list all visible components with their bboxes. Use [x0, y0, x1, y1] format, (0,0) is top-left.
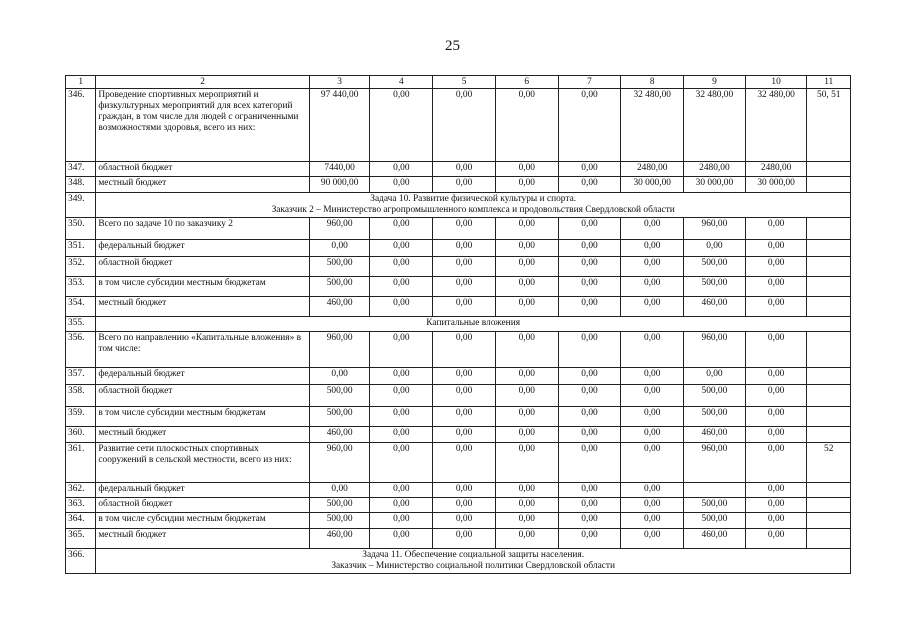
table-row — [66, 427, 851, 443]
value-cell: 0,00 — [370, 177, 433, 193]
value-cell: 0,00 — [495, 277, 558, 297]
value-cell: 0,00 — [558, 513, 621, 529]
column-header: 11 — [807, 76, 851, 89]
value-cell: 0,00 — [309, 483, 370, 498]
value-cell: 0,00 — [558, 332, 621, 368]
value-cell: 500,00 — [684, 513, 746, 529]
table-row — [66, 483, 851, 498]
value-cell: 500,00 — [684, 257, 746, 277]
row-number: 352. — [66, 257, 96, 277]
value-cell: 0,00 — [558, 385, 621, 407]
row-description: Всего по направлению «Капитальные вложения» в том числе: — [96, 332, 309, 368]
value-cell: 0,00 — [558, 443, 621, 483]
value-cell: 0,00 — [621, 407, 684, 427]
value-cell: 0,00 — [621, 427, 684, 443]
table-row — [66, 277, 851, 297]
value-cell: 0,00 — [370, 498, 433, 513]
value-cell: 32 480,00 — [745, 89, 807, 162]
value-cell: 0,00 — [558, 257, 621, 277]
value-cell: 0,00 — [370, 277, 433, 297]
value-cell: 0,00 — [621, 368, 684, 385]
value-cell: 0,00 — [621, 443, 684, 483]
row-number: 346. — [66, 89, 96, 162]
page-number: 25 — [445, 38, 460, 54]
row-number: 358. — [66, 385, 96, 407]
value-cell: 0,00 — [433, 529, 496, 549]
value-cell: 0,00 — [745, 297, 807, 317]
value-cell: 0,00 — [745, 240, 807, 257]
value-cell: 0,00 — [370, 483, 433, 498]
row-number: 364. — [66, 513, 96, 529]
value-cell: 0,00 — [495, 297, 558, 317]
value-cell: 500,00 — [684, 385, 746, 407]
value-cell: 960,00 — [309, 443, 370, 483]
value-cell: 30 000,00 — [621, 177, 684, 193]
column-header: 6 — [495, 76, 558, 89]
budget-table — [65, 75, 851, 574]
value-cell: 460,00 — [309, 297, 370, 317]
value-cell: 460,00 — [684, 529, 746, 549]
table-row — [66, 513, 851, 529]
value-cell: 460,00 — [309, 529, 370, 549]
section-title-line: Заказчик 2 – Министерство агропромышленного комплекса и продовольствия Свердловской области — [271, 205, 675, 215]
value-cell: 460,00 — [684, 427, 746, 443]
value-cell: 0,00 — [558, 483, 621, 498]
value-cell: 0,00 — [558, 498, 621, 513]
value-cell: 0,00 — [433, 89, 496, 162]
row-description: Всего по задаче 10 по заказчику 2 — [96, 218, 309, 240]
section-title-line: Задача 10. Развитие физической культуры и спорта. — [370, 194, 577, 204]
row-number: 360. — [66, 427, 96, 443]
value-cell: 0,00 — [621, 513, 684, 529]
table-row — [66, 177, 851, 193]
table-row — [66, 257, 851, 277]
section-title-line: Задача 11. Обеспечение социальной защиты населения. — [362, 550, 585, 560]
value-cell: 0,00 — [745, 257, 807, 277]
table-row — [66, 240, 851, 257]
row-number: 348. — [66, 177, 96, 193]
value-cell: 0,00 — [370, 257, 433, 277]
value-cell: 0,00 — [433, 297, 496, 317]
value-cell: 0,00 — [309, 240, 370, 257]
value-cell: 97 440,00 — [309, 89, 370, 162]
value-cell: 460,00 — [684, 297, 746, 317]
row-description: местный бюджет — [96, 177, 309, 193]
column-header: 3 — [309, 76, 370, 89]
value-cell — [807, 297, 851, 317]
value-cell: 960,00 — [309, 218, 370, 240]
value-cell: 0,00 — [433, 498, 496, 513]
value-cell: 0,00 — [621, 277, 684, 297]
row-description: местный бюджет — [96, 427, 309, 443]
row-number: 363. — [66, 498, 96, 513]
value-cell: 0,00 — [745, 529, 807, 549]
value-cell: 2480,00 — [745, 162, 807, 177]
value-cell: 0,00 — [684, 368, 746, 385]
value-cell: 0,00 — [495, 498, 558, 513]
value-cell: 500,00 — [309, 513, 370, 529]
value-cell: 0,00 — [558, 89, 621, 162]
value-cell: 32 480,00 — [621, 89, 684, 162]
column-header: 2 — [96, 76, 309, 89]
row-number: 355. — [66, 317, 96, 332]
value-cell: 0,00 — [495, 513, 558, 529]
row-description: областной бюджет — [96, 162, 309, 177]
value-cell: 0,00 — [495, 368, 558, 385]
header-row — [66, 76, 851, 89]
value-cell: 52 — [807, 443, 851, 483]
column-header: 10 — [745, 76, 807, 89]
table-row — [66, 218, 851, 240]
value-cell — [807, 407, 851, 427]
table-row — [66, 368, 851, 385]
value-cell: 0,00 — [745, 277, 807, 297]
value-cell — [807, 257, 851, 277]
row-description: областной бюджет — [96, 385, 309, 407]
value-cell: 0,00 — [558, 240, 621, 257]
value-cell: 0,00 — [433, 332, 496, 368]
table-row — [66, 89, 851, 162]
value-cell: 90 000,00 — [309, 177, 370, 193]
value-cell: 0,00 — [370, 385, 433, 407]
value-cell: 0,00 — [433, 427, 496, 443]
value-cell: 0,00 — [558, 529, 621, 549]
value-cell: 0,00 — [433, 240, 496, 257]
value-cell: 0,00 — [433, 385, 496, 407]
table-row — [66, 529, 851, 549]
value-cell: 2480,00 — [684, 162, 746, 177]
value-cell: 0,00 — [745, 483, 807, 498]
table-row — [66, 407, 851, 427]
value-cell: 0,00 — [621, 257, 684, 277]
row-description: областной бюджет — [96, 257, 309, 277]
value-cell: 0,00 — [433, 443, 496, 483]
value-cell: 0,00 — [745, 443, 807, 483]
column-header: 5 — [433, 76, 496, 89]
value-cell: 0,00 — [558, 162, 621, 177]
value-cell: 500,00 — [684, 498, 746, 513]
row-number: 350. — [66, 218, 96, 240]
row-number: 354. — [66, 297, 96, 317]
value-cell: 0,00 — [495, 407, 558, 427]
value-cell — [807, 513, 851, 529]
value-cell — [807, 332, 851, 368]
row-number: 357. — [66, 368, 96, 385]
value-cell — [807, 427, 851, 443]
value-cell: 0,00 — [370, 407, 433, 427]
value-cell: 0,00 — [621, 332, 684, 368]
value-cell: 500,00 — [309, 385, 370, 407]
value-cell: 0,00 — [621, 483, 684, 498]
row-description: в том числе субсидии местным бюджетам — [96, 407, 309, 427]
value-cell: 0,00 — [621, 529, 684, 549]
value-cell: 0,00 — [370, 89, 433, 162]
value-cell — [807, 529, 851, 549]
value-cell: 500,00 — [309, 498, 370, 513]
value-cell: 0,00 — [745, 385, 807, 407]
value-cell: 0,00 — [370, 368, 433, 385]
value-cell: 500,00 — [684, 407, 746, 427]
value-cell: 0,00 — [745, 332, 807, 368]
value-cell: 0,00 — [370, 240, 433, 257]
table-row — [66, 385, 851, 407]
value-cell: 0,00 — [621, 385, 684, 407]
section-row — [66, 193, 851, 218]
value-cell: 500,00 — [309, 257, 370, 277]
value-cell: 0,00 — [745, 498, 807, 513]
value-cell: 0,00 — [309, 368, 370, 385]
value-cell: 960,00 — [684, 218, 746, 240]
row-description: местный бюджет — [96, 297, 309, 317]
value-cell — [807, 218, 851, 240]
value-cell: 0,00 — [370, 332, 433, 368]
value-cell: 0,00 — [495, 257, 558, 277]
value-cell: 0,00 — [495, 240, 558, 257]
value-cell: 500,00 — [309, 277, 370, 297]
row-number: 366. — [66, 549, 96, 574]
value-cell: 0,00 — [558, 427, 621, 443]
value-cell: 0,00 — [745, 513, 807, 529]
value-cell: 0,00 — [745, 368, 807, 385]
value-cell: 0,00 — [621, 297, 684, 317]
value-cell: 960,00 — [684, 443, 746, 483]
value-cell: 0,00 — [745, 427, 807, 443]
row-number: 362. — [66, 483, 96, 498]
value-cell — [807, 368, 851, 385]
value-cell: 0,00 — [433, 277, 496, 297]
value-cell: 0,00 — [370, 427, 433, 443]
value-cell: 0,00 — [495, 483, 558, 498]
column-header: 1 — [66, 76, 96, 89]
row-number: 347. — [66, 162, 96, 177]
value-cell: 30 000,00 — [745, 177, 807, 193]
row-number: 356. — [66, 332, 96, 368]
value-cell — [807, 483, 851, 498]
column-header: 9 — [684, 76, 746, 89]
value-cell: 0,00 — [370, 218, 433, 240]
value-cell: 0,00 — [558, 218, 621, 240]
value-cell — [807, 498, 851, 513]
value-cell: 0,00 — [433, 177, 496, 193]
value-cell: 0,00 — [558, 297, 621, 317]
section-title — [96, 317, 851, 332]
table-row — [66, 162, 851, 177]
column-header: 8 — [621, 76, 684, 89]
value-cell: 0,00 — [495, 385, 558, 407]
row-number: 351. — [66, 240, 96, 257]
value-cell — [807, 385, 851, 407]
value-cell: 0,00 — [621, 240, 684, 257]
value-cell: 0,00 — [558, 177, 621, 193]
value-cell: 0,00 — [370, 513, 433, 529]
row-description: местный бюджет — [96, 529, 309, 549]
value-cell: 0,00 — [621, 498, 684, 513]
value-cell: 0,00 — [684, 240, 746, 257]
value-cell: 0,00 — [433, 513, 496, 529]
value-cell: 0,00 — [433, 407, 496, 427]
section-title — [96, 193, 851, 218]
value-cell: 960,00 — [684, 332, 746, 368]
value-cell: 0,00 — [745, 218, 807, 240]
value-cell: 0,00 — [433, 218, 496, 240]
row-number: 359. — [66, 407, 96, 427]
value-cell: 0,00 — [370, 162, 433, 177]
row-description: федеральный бюджет — [96, 240, 309, 257]
table-row — [66, 498, 851, 513]
value-cell: 0,00 — [495, 529, 558, 549]
value-cell: 500,00 — [684, 277, 746, 297]
row-description: Развитие сети плоскостных спортивных сооружений в сельской местности, всего из них: — [96, 443, 309, 483]
value-cell: 7440,00 — [309, 162, 370, 177]
value-cell: 30 000,00 — [684, 177, 746, 193]
row-description: областной бюджет — [96, 498, 309, 513]
value-cell: 960,00 — [309, 332, 370, 368]
value-cell: 0,00 — [558, 277, 621, 297]
table-row — [66, 443, 851, 483]
row-description: в том числе субсидии местным бюджетам — [96, 277, 309, 297]
row-description: федеральный бюджет — [96, 368, 309, 385]
row-description: в том числе субсидии местным бюджетам — [96, 513, 309, 529]
value-cell: 0,00 — [558, 368, 621, 385]
value-cell: 0,00 — [433, 483, 496, 498]
row-number: 353. — [66, 277, 96, 297]
value-cell — [807, 177, 851, 193]
value-cell — [807, 162, 851, 177]
value-cell: 0,00 — [745, 407, 807, 427]
value-cell: 0,00 — [495, 89, 558, 162]
table-row — [66, 332, 851, 368]
value-cell — [807, 277, 851, 297]
section-title-line: Капитальные вложения — [426, 318, 521, 328]
column-header: 4 — [370, 76, 433, 89]
section-row — [66, 549, 851, 574]
value-cell: 0,00 — [370, 529, 433, 549]
value-cell: 0,00 — [370, 443, 433, 483]
row-number: 361. — [66, 443, 96, 483]
row-number: 365. — [66, 529, 96, 549]
section-row — [66, 317, 851, 332]
value-cell: 0,00 — [495, 218, 558, 240]
value-cell: 0,00 — [433, 257, 496, 277]
value-cell: 500,00 — [309, 407, 370, 427]
value-cell: 0,00 — [433, 162, 496, 177]
value-cell: 0,00 — [433, 368, 496, 385]
value-cell: 0,00 — [495, 162, 558, 177]
value-cell: 50, 51 — [807, 89, 851, 162]
value-cell: 32 480,00 — [684, 89, 746, 162]
value-cell: 0,00 — [495, 443, 558, 483]
section-title — [96, 549, 851, 574]
value-cell: 0,00 — [558, 407, 621, 427]
value-cell: 0,00 — [621, 218, 684, 240]
value-cell: 2480,00 — [621, 162, 684, 177]
table-row — [66, 297, 851, 317]
row-description: федеральный бюджет — [96, 483, 309, 498]
value-cell — [807, 240, 851, 257]
value-cell: 0,00 — [495, 332, 558, 368]
value-cell: 0,00 — [370, 297, 433, 317]
value-cell: 0,00 — [495, 177, 558, 193]
row-number: 349. — [66, 193, 96, 218]
section-title-line: Заказчик – Министерство социальной политики Свердловской области — [331, 561, 616, 571]
row-description: Проведение спортивных мероприятий и физкультурных мероприятий для всех категорий граждан, в том числе для людей с ограниченными возможностями здоровья, всего из них: — [96, 89, 309, 162]
value-cell: 0,00 — [495, 427, 558, 443]
column-header: 7 — [558, 76, 621, 89]
value-cell: 460,00 — [309, 427, 370, 443]
value-cell — [684, 483, 746, 498]
